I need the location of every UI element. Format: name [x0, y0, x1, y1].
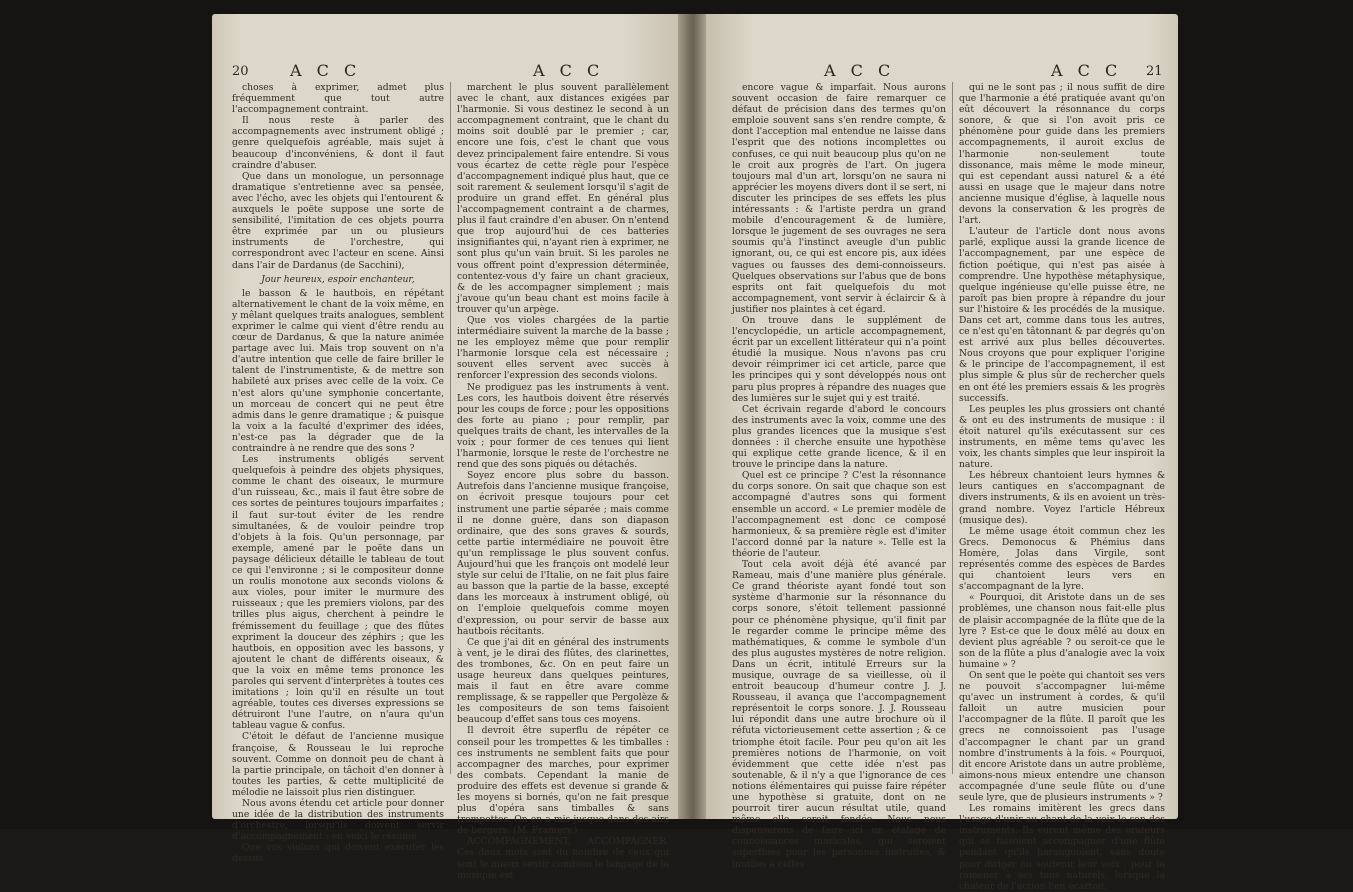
right-column-2 — [959, 82, 1165, 892]
left-running-header-2: A C C — [533, 61, 605, 80]
left-column-1 — [232, 82, 444, 865]
book-gutter — [678, 14, 706, 819]
paragraph: Que vos violons qui doivent exécuter les dessus — [232, 842, 444, 865]
paragraph: marchent le plus souvent parallèlement avec le chant, aux distances exigées par l'harmonie. Si vous destinez le second à un accompagnement contraint, que le chant du moins soit doublé par le premier ; car, encore une fois, c'est le chant que vous devez principalement faire entendre. Si vous vous écartez de cette règle pour l'espèce d'accompagnement indiqué plus haut, que ce soit rarement & seulement lorsqu'il s'agit de produire un grand effet. En général plus l'accompagnement contraint a de charmes, plus il faut craindre d'en abuser. On n'entend que trop aujourd'hui de ces batteries insignifiantes qui, n'ayant rien à exprimer, ne sont plus qu'un vain bruit. Si les paroles ne vous offrent point d'expression déterminée, contentez-vous d'y faire un chant gracieux, & de les accompagner simplement ; mais j'avoue qu'un beau chant est moins facile à trouver qu'un arpège. — [457, 82, 669, 315]
paragraph: On sent que le poète qui chantoit ses vers ne pouvoit s'accompagner lui-même qu'avec un instrument à cordes, & qu'il falloit un autre musicien pour l'accompagner de la flûte. Il paroît que les grecs ne connoissoient pas l'usage d'accompagner le chant par un grand nombre d'instruments à la fois. « Pourquoi, dit encore Aristote dans un autre problème, aimons-nous mieux entendre une chanson accompagnée d'une seule flûte ou d'une seule lyre, que de plusieurs instruments » ? — [959, 669, 1165, 803]
paragraph: choses à exprimer, admet plus fréquemment que tout autre l'accompagnement contraint. — [232, 82, 444, 116]
left-column-2 — [457, 82, 669, 881]
paragraph: Les hébreux chantoient leurs hymnes & leurs cantiques en s'accompagnant de divers instruments, & ils en avoient un très-grand nombre. Voyez l'article Hébreux (musique des). — [959, 470, 1165, 526]
paragraph: L'auteur de l'article dont nous avons parlé, explique aussi la grande licence de l'accompagnement, par une espèce de fiction poétique, qui n'est pas aisée à comprendre. Une hypothèse métaphysique, quelque ingénieuse qu'elle puisse être, ne paroît pas bien propre à répandre du jour sur l'histoire & les procédés de la musique. Dans cet art, comme dans tous les autres, ce n'est qu'en tâtonnant & par degrés qu'on est arrivé aux plus belles découvertes. Nous croyons que pour expliquer l'origine & le principe de l'accompagnement, il est plus simple & plus sûr de rechercher quels en ont été les premiers essais & les progrès successifs. — [959, 226, 1165, 404]
paragraph: Ne prodiguez pas les instruments à vent. Les cors, les hautbois doivent être réservés pour les coups de force ; pour les oppositions des forte au piano ; pour remplir, par quelques traits de chant, les intervalles de la voix ; pour former de ces tenues qui lient l'harmonie, lorsque le reste de l'orchestre ne rend que des sons piqués ou détachés. — [457, 381, 669, 471]
paragraph: Que vos violes chargées de la partie intermédiaire suivent la marche de la basse ; ne les employez même que pour remplir l'harmonie lorsque cela est nécessaire ; souvent elles servent avec succès à renforcer l'expression des seconds violons. — [457, 314, 669, 382]
paragraph: Soyez encore plus sobre du basson. Autrefois dans l'ancienne musique françoise, on écrivoit presque toujours pour cet instrument une partie séparée ; mais comme il ne donne guère, dans son diapason ordinaire, que des sons graves & sourds, cette partie intermédiaire ne pouvoit être qu'un remplissage le plus souvent confus. Aujourd'hui que les françois ont modelé leur style sur celui de l'Italie, on ne fait plus faire au basson que la partie de la basse, excepté dans les morceaux à instrument obligé, où on l'emploie quelquefois comme moyen d'expression, ou pour servir de basse aux hautbois récitants. — [457, 470, 669, 637]
right-page — [706, 14, 1178, 892]
right-page-number: 21 — [1146, 64, 1163, 79]
left-page-number: 20 — [232, 64, 249, 79]
paragraph: Cet écrivain regarde d'abord le concours des instruments avec la voix, comme une des plus grandes licences que la musique s'est données : il cherche ensuite une hypothèse qui explique cette grande licence, & il en trouve le principe dans la nature. — [732, 403, 946, 471]
paragraph: Nous avons étendu cet article pour donner une idée de la distribution des instruments d'orchestre, lorsqu'ils doivent servir d'accompagnement : en voici le résumé. — [232, 798, 444, 843]
paragraph: Il nous reste à parler des accompagnements avec instrument obligé ; genre quelquefois agréable, mais sujet à beaucoup d'inconvéniens, & dont il faut craindre d'abuser. — [232, 115, 444, 171]
paragraph: encore vague & imparfait. Nous aurons souvent occasion de faire remarquer ce défaut de précision dans des termes qu'on emploie souvent sans s'en rendre compte, & dont l'acception mal entendue ne laisse dans l'esprit que des notions incomplettes ou confuses, ce qui nuit beaucoup plus qu'on ne le croit aux progrès de l'art. On jugera toujours mal d'un art, lorsqu'on ne saura ni apprécier les moyens divers dont il se sert, ni discuter les principes de ses effets les plus intéressants : & l'artiste perdra un grand mobile d'encouragement & de lumière, lorsque le jugement de ses ouvrages ne sera soumis qu'à l'instinct aveugle d'un public ignorant, ou, ce qui est encore pis, aux idées vagues ou fausses des demi-connoisseurs. Quelques observations sur l'abus que de bons esprits ont fait quelquefois du mot accompagnement, vont servir à éclaircir & à justifier nos plaintes à cet égard. — [732, 82, 946, 315]
column-divider — [952, 82, 953, 774]
paragraph: C'étoit le défaut de l'ancienne musique françoise, & Rousseau le lui reproche souvent. Comme on donnoit peu de chant à la partie principale, on tâchoit d'en donner à toutes les parties, & cette multiplicité de mélodie ne laissoit plus rien distinguer. — [232, 731, 444, 798]
paragraph: Les peuples les plus grossiers ont chanté & ont eu des instruments de musique : il étoit naturel qu'ils exécutassent sur ces instruments, en même tems qu'avec les voix, les chants simples que leur inspiroit la nature. — [959, 403, 1165, 471]
paragraph: qui ne le sont pas ; il nous suffit de dire que l'harmonie a été pratiquée avant qu'on eût découvert la résonnance du corps sonore, & que si l'on avoit pris ce phénomène pour guide dans les premiers accompagnements, il auroit exclus de l'harmonie non-seulement toute dissonance, mais même le mode mineur, qui est cependant aussi naturel & a été aussi en usage que le majeur dans notre ancienne musique d'église, à laquelle nous devons la conservation & les progrès de l'art. — [959, 82, 1165, 227]
paragraph: « Pourquoi, dit Aristote dans un de ses problèmes, une chanson nous fait-elle plus de plaisir accompagnée de la flûte que de la lyre ? Est-ce que le doux mêlé au doux en devient plus agréable ? ou seroit-ce que le son de la flûte a plus d'analogie avec la voix humaine » ? — [959, 592, 1165, 670]
paragraph: On trouve dans le supplément de l'encyclopédie, un article accompagnement, écrit par un excellent littérateur qui n'a point étudié la musique. Nous n'avons pas cru devoir réimprimer ici cet article, parce que les principes qui y sont développés nous ont paru plus propres à répandre des nuages que des lumières sur le sujet qui y est traité. — [732, 314, 946, 404]
paragraph: Les instruments obligés servent quelquefois à peindre des objets physiques, comme le chant des oiseaux, le murmure d'un ruisseau, &c., mais il faut être sobre de ces sortes de peintures toujours imparfaites ; il faut sur-tout éviter de les rendre simultanées, & de vouloir peindre trop d'objets à la fois. Qu'un personnage, par exemple, amené par le poëte dans un paysage délicieux détaille le tableau de tout ce qui l'environne ; si le compositeur donne un roulis monotone aux seconds violons & aux violes, pour imiter le murmure des ruisseaux ; que les premiers violons, par des trilles plus aigus, cherchent à peindre le frémissement du feuillage ; que des flûtes expriment la douceur des zéphirs ; que les hautbois, en opposition avec les bassons, y ajoutent le chant de différents oiseaux, & que la voix en même tems prononce les paroles qui servent d'interprètes à toutes ces imitations ; loin qu'il en résulte un tout agréable, toutes ces diverses expressions se détruiront l'une l'autre, on n'aura qu'un tableau vague & confus. — [232, 454, 444, 732]
paragraph: Les romains imitèrent les grecs dans l'usage d'unir au chant de la voix le son des instruments. Ils eurent même des orateurs qui se faisoient accompagner d'une flûte pendant qu'ils haranguoient, sans doute pour diriger ou soutenir leur voix ; pour la ramener à ses tons naturels, lorsque la chaleur de l'action l'en écartoit. — [959, 803, 1165, 892]
column-divider — [450, 82, 451, 774]
paragraph: Tout cela avoit déjà été avancé par Rameau, mais d'une manière plus générale. Ce grand théoriste ayant fondé tout son système d'harmonie sur la résonnance du corps sonore, s'étoit tellement passionné pour ce phénomène physique, qu'il finit par le regarder comme le principe même des mathématiques, & comme le symbole d'un des plus augustes mystères de notre religion. Dans un écrit, intitulé Erreurs sur la musique, ouvrage de sa vieillesse, où il entroit beaucoup d'humeur contre J. J. Rousseau, il avança que l'accompagnement représentoit le corps sonore. J. J. Rousseau lui répondit dans une autre brochure où il réfuta victorieusement cette assertion ; & ce triomphe étoit facile. Pour peu qu'on ait les premières notions de l'harmonie, on voit évidemment que cette idée n'est pas soutenable, & il n'y a que l'ignorance de ces notions élémentaires qui puisse faire répéter une hypothèse si gratuite, dont on ne pourroit tirer aucun résultat utile, quand même elle seroit fondée. Nous nous dispenserons de faire ici un étalage de connoissances musicales, qui seroient superflues pour les personnes instruites, & inutiles à celles — [732, 559, 946, 870]
left-page — [212, 14, 678, 881]
right-running-header: A C C — [824, 61, 896, 80]
right-running-header-2: A C C — [1051, 61, 1123, 80]
paragraph: Le même usage étoit commun chez les Grecs. Demonocus & Phémius dans Homère, Jolas dans Virgile, sont représentés comme des espèces de Bardes qui chantoient leurs vers en s'accompagnant de la lyre. — [959, 525, 1165, 593]
paragraph: Il devroit être superflu de répéter ce conseil pour les trompettes & les timballes : ces instruments ne semblent faits que pour accompagner des marches, pour exprimer des combats. Cependant la manie de produire des effets est devenue si grande & les moyens si bornés, qu'on ne fait presque plus d'opéra sans timballes & sans trompettes. On en a mis jusque dans des airs de bergers. (M. Framery.) — [457, 725, 669, 837]
paragraph: Que dans un monologue, un personnage dramatique s'entretienne avec sa pensée, avec l'écho, avec les objets qui l'entourent & auxquels le poëte suppose une sorte de sensibilité, l'imitation de ces objets pourra être exprimée par un ou plusieurs instruments de l'orchestre, qui correspondront avec l'acteur en scene. Ainsi dans l'air de Dardanus (de Sacchini), — [232, 170, 444, 271]
right-column-1 — [732, 82, 946, 870]
verse-line: Jour heureux, espoir enchanteur, — [261, 273, 415, 285]
left-running-header: A C C — [290, 61, 362, 80]
paragraph: le basson & le hautbois, en répétant alternativement le chant de la voix même, en y mêlant quelques traits analogues, semblent exprimer le calme qui vient d'être rendu au cœur de Dardanus, & que la nature animée partage avec lui. Mais trop souvent on n'a d'autre intention que celle de faire briller le talent de l'instrumentiste, & de mettre son habileté aux prises avec celle de la voix. Ce n'est alors qu'une symphonie concertante, un morceau de concert qui ne peut être admis dans le genre dramatique ; & puisque la voix a la faculté d'exprimer des idées, n'est-ce pas la dégrader que de la contraindre à ne rendre que des sons ? — [232, 287, 444, 454]
paragraph: ACCOMPAGNEMENT, ACCOMPAGNER. Ces deux mots sont du nombre de ceux qui sont le mieux sentir combien le langage de la musique est — [457, 836, 669, 881]
paragraph: Ce que j'ai dit en général des instruments à vent, je le dirai des flûtes, des clarinettes, des trombones, &c. On en peut faire un usage heureux dans quelques peintures, mais il faut en être avare comme remplissage, & se rappeller que Pergolèze & les compositeurs de son tems faisoient beaucoup d'effet sans tous ces moyens. — [457, 636, 669, 726]
paragraph: Quel est ce principe ? C'est la résonnance du corps sonore. On sait que chaque son est accompagné d'autres sons qui forment ensemble un accord. « Le premier modèle de l'accompagnement est donc ce composé harmonieux, & sa première règle est d'imiter l'accord donné par la nature ». Telle est la théorie de l'auteur. — [732, 470, 946, 559]
